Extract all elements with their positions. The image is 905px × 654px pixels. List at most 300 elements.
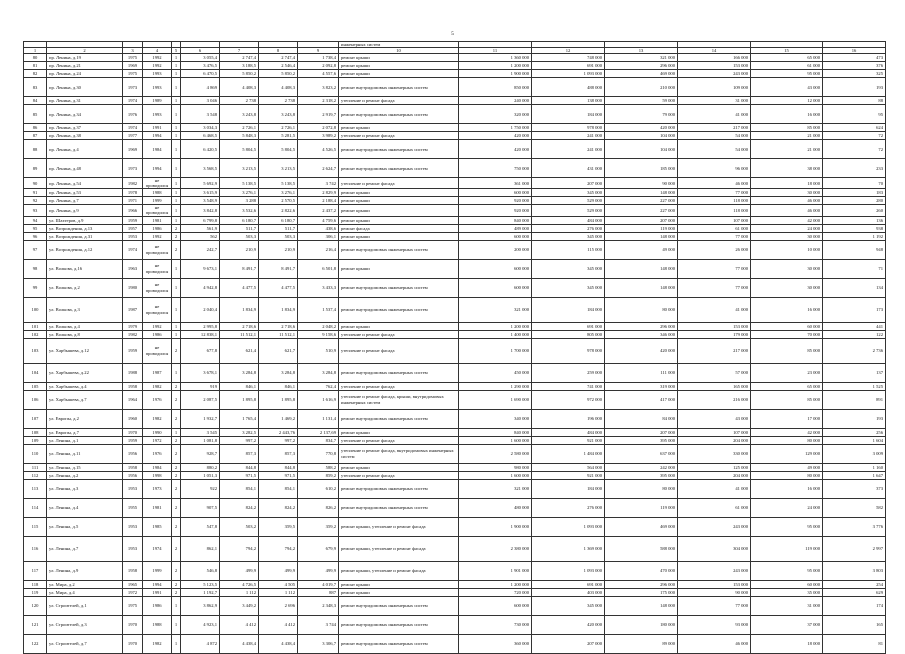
table-cell: 2 546,4 — [259, 62, 298, 70]
table-row — [24, 224, 886, 232]
table-cell: 119 — [24, 588, 47, 596]
table-cell: 122 — [24, 634, 47, 653]
table-cell: не проводился — [143, 259, 172, 278]
table-cell: 118 — [24, 580, 47, 588]
table-cell: 95 — [24, 224, 47, 232]
table-cell: 207 000 — [605, 428, 678, 436]
table-cell: 2 696 — [259, 596, 298, 615]
table-cell: 1 — [172, 132, 181, 140]
table-cell: 1 — [172, 197, 181, 205]
table-cell: 1 — [172, 634, 181, 653]
col-header-14: 14 — [678, 48, 751, 54]
col-header-8: 8 — [259, 48, 298, 54]
table-cell: 2 822,6 — [259, 205, 298, 216]
table-cell: 2 — [172, 436, 181, 444]
table-cell: 24 000 — [751, 224, 823, 232]
table-cell: 330 000 — [678, 444, 751, 463]
table-cell: ремонт фасада — [339, 224, 459, 232]
table-cell: утепление и ремонт фасада — [339, 471, 459, 479]
table-cell: ремонт крыши — [339, 588, 459, 596]
table-cell: 499,9 — [259, 561, 298, 580]
table-cell: 1 400 000 — [459, 330, 532, 338]
table-cell: 57 000 — [678, 363, 751, 382]
table-cell: 5 138,5 — [220, 178, 259, 189]
table-cell: 116 — [24, 536, 47, 561]
table-cell: 109 000 — [678, 78, 751, 97]
table-cell: 165 000 — [678, 382, 751, 390]
table-cell: 1973 — [123, 78, 143, 97]
table-cell: ремонт крыши, утепление и ремонт фасада — [339, 536, 459, 561]
table-cell: 978 000 — [532, 338, 605, 363]
table-cell: 980 000 — [459, 463, 532, 471]
table-cell: 1 131,4 — [298, 409, 339, 428]
table-cell: не проводился — [143, 240, 172, 259]
repair-program-table — [23, 41, 886, 654]
table-cell: 862,1 — [181, 536, 220, 561]
table-cell: 23 000 — [751, 363, 823, 382]
table-cell: 2 — [172, 409, 181, 428]
table-cell: 1 765,4 — [220, 409, 259, 428]
table-cell: 85 000 — [751, 124, 823, 132]
table-cell: 2 738 — [259, 97, 298, 105]
table-cell: 6 799,8 — [181, 216, 220, 224]
table-cell: 95 000 — [751, 561, 823, 580]
table-cell: 2 — [172, 580, 181, 588]
table-cell: 3 046 — [181, 97, 220, 105]
table-cell: 1 093 000 — [532, 561, 605, 580]
table-cell: ремонт внутридомовых инженерных систем — [339, 634, 459, 653]
table-cell: 89 000 — [605, 634, 678, 653]
table-cell: 207 000 — [605, 216, 678, 224]
table-cell: ул. Волкова, д.16 — [47, 259, 123, 278]
table-cell: 3 744 — [298, 615, 339, 634]
table-cell: утепление и ремонт фасада — [339, 382, 459, 390]
col-header-12: 12 — [532, 48, 605, 54]
table-cell: ремонт крыши — [339, 580, 459, 588]
table-cell: 108 — [24, 428, 47, 436]
table-cell: 600 000 — [459, 278, 532, 297]
table-cell: 99 — [24, 278, 47, 297]
table-cell: 691 000 — [532, 62, 605, 70]
table-cell: 2 087,5 — [181, 390, 220, 409]
table-cell: 1969 — [123, 62, 143, 70]
table-cell: 77 000 — [678, 259, 751, 278]
table-cell: 5 848,3 — [220, 132, 259, 140]
table-cell: 96 — [24, 232, 47, 240]
table-cell: 3 449,2 — [220, 596, 259, 615]
table-cell: 5 138,5 — [259, 178, 298, 189]
table-cell: ремонт крыши — [339, 189, 459, 197]
table-cell: ремонт внутридомовых инженерных систем — [339, 498, 459, 517]
table-cell: ремонт внутридомовых инженерных систем — [339, 479, 459, 498]
table-cell: 80 000 — [751, 471, 823, 479]
table-cell: 2 — [172, 471, 181, 479]
table-cell: 1971 — [123, 197, 143, 205]
table-cell: 2 — [172, 382, 181, 390]
table-row — [24, 382, 886, 390]
table-cell: 80 000 — [751, 436, 823, 444]
table-cell: ремонт внутридомовых инженерных систем — [339, 105, 459, 124]
table-cell: пр. Ленина, д.48 — [47, 159, 123, 178]
table-cell: 42 000 — [751, 216, 823, 224]
table-cell: 122 — [823, 330, 886, 338]
table-cell: 1959 — [123, 436, 143, 444]
table-cell: 2 — [172, 232, 181, 240]
table-cell: 1 369 000 — [532, 536, 605, 561]
table-cell: 1 112 — [259, 588, 298, 596]
table-cell: 345 000 — [532, 189, 605, 197]
table-cell: 3 276,1 — [259, 189, 298, 197]
table-cell: 175 000 — [605, 588, 678, 596]
table-cell: 30 000 — [751, 232, 823, 240]
table-cell: 115 — [24, 517, 47, 536]
table-cell: 72 — [823, 132, 886, 140]
table-cell: 938 — [823, 224, 886, 232]
table-cell: ул. Строителей, д.1 — [47, 596, 123, 615]
table-row — [24, 517, 886, 536]
table-cell: 100 — [24, 297, 47, 322]
table-cell: 1959 — [123, 216, 143, 224]
table-row — [24, 132, 886, 140]
table-cell: 77 000 — [678, 232, 751, 240]
table-cell: 30 000 — [751, 189, 823, 197]
table-cell: 210 000 — [605, 78, 678, 97]
table-cell: 65 000 — [751, 382, 823, 390]
table-cell: 2 718,6 — [259, 322, 298, 330]
table-cell: 85 — [24, 105, 47, 124]
table-cell: 84 — [24, 97, 47, 105]
table-cell: 441 — [823, 322, 886, 330]
table-cell: 529 000 — [532, 197, 605, 205]
table-cell: 83 — [24, 78, 47, 97]
table-cell: 2 — [172, 517, 181, 536]
table-cell: 5 804,5 — [259, 140, 298, 159]
table-cell: 2 — [172, 498, 181, 517]
table-cell: 3 742 — [298, 178, 339, 189]
table-cell: 948 — [823, 240, 886, 259]
table-cell: 1984 — [143, 140, 172, 159]
table-cell: 2 318,2 — [298, 97, 339, 105]
table-cell: 134 — [823, 278, 886, 297]
table-cell: 1 — [172, 70, 181, 78]
col-header-10: 10 — [339, 48, 459, 54]
table-cell: утепление и ремонт фасада — [339, 330, 459, 338]
table-cell: 4 505 — [259, 580, 298, 588]
table-cell: 1 901 000 — [459, 561, 532, 580]
table-cell: 111 — [24, 463, 47, 471]
table-cell: 1 093 000 — [532, 517, 605, 536]
table-cell: ул. Ленина, д.5 — [47, 517, 123, 536]
table-cell: 1957 — [123, 224, 143, 232]
table-cell: 4 477,5 — [259, 278, 298, 297]
table-cell: 185 000 — [605, 159, 678, 178]
table-cell: 18 000 — [751, 178, 823, 189]
table-row — [24, 338, 886, 363]
table-row — [24, 297, 886, 322]
table-cell: 2 — [172, 240, 181, 259]
table-cell: 95 000 — [751, 517, 823, 536]
table-cell: 919 — [181, 382, 220, 390]
table-cell: 1992 — [143, 62, 172, 70]
table-cell: 113 — [24, 479, 47, 498]
table-cell: 2 380 000 — [459, 536, 532, 561]
table-cell: 12 838,1 — [181, 330, 220, 338]
table-cell: 529 000 — [532, 205, 605, 216]
table-cell: 26 000 — [678, 240, 751, 259]
table-cell: 6 470,5 — [181, 70, 220, 78]
table-cell: 243 000 — [678, 517, 751, 536]
table-cell: 46 000 — [678, 178, 751, 189]
table-cell: ул. Строителей, д.7 — [47, 634, 123, 653]
table-cell: 1 — [172, 330, 181, 338]
table-cell: ул. Ленина, д.7 — [47, 536, 123, 561]
table-cell: ул. Возрождения, д.31 — [47, 232, 123, 240]
table-cell: 3 213,5 — [259, 159, 298, 178]
table-cell: 1 537,4 — [298, 297, 339, 322]
table-cell: 3 243,8 — [259, 105, 298, 124]
table-cell: 1977 — [123, 132, 143, 140]
table-cell: 1 932,7 — [181, 409, 220, 428]
table-cell: 600 000 — [459, 259, 532, 278]
table-cell: 846,1 — [259, 382, 298, 390]
table-cell: не проводился — [143, 178, 172, 189]
table-cell: 153 000 — [678, 62, 751, 70]
table-cell: ул. Волкова, д.4 — [47, 322, 123, 330]
table-cell: 3 034,3 — [181, 124, 220, 132]
table-cell: 61 000 — [678, 224, 751, 232]
table-cell: 120 — [24, 596, 47, 615]
table-cell: 31 000 — [678, 97, 751, 105]
table-cell: 1 750 000 — [459, 124, 532, 132]
table-cell: 2 580 000 — [459, 444, 532, 463]
table-cell: 1 525 — [823, 382, 886, 390]
table-cell: 276 000 — [532, 224, 605, 232]
table-cell: 420 000 — [605, 124, 678, 132]
table-cell: ул. Харбышева, д.12 — [47, 338, 123, 363]
table-row — [24, 561, 886, 580]
table-cell: 137 — [823, 363, 886, 382]
table-cell: 624 — [823, 124, 886, 132]
table-cell: 217 000 — [678, 124, 751, 132]
table-cell: 2 — [172, 463, 181, 471]
table-cell: 3 989,2 — [298, 132, 339, 140]
table-cell: 621,7 — [259, 338, 298, 363]
table-cell: 629 — [823, 588, 886, 596]
table-cell: 1953 — [123, 536, 143, 561]
table-cell: 148 000 — [605, 259, 678, 278]
table-cell: 499,9 — [298, 561, 339, 580]
table-cell: 216 000 — [678, 390, 751, 409]
table-row — [24, 498, 886, 517]
table-cell: 18 000 — [751, 634, 823, 653]
table-row — [24, 197, 886, 205]
table-cell: 1976 — [123, 105, 143, 124]
table-cell: 346 000 — [605, 330, 678, 338]
table-cell: 3 213,5 — [220, 159, 259, 178]
table-cell: 345 000 — [532, 278, 605, 297]
table-cell: 1976 — [143, 444, 172, 463]
table-cell: утепление и ремонт фасада — [339, 436, 459, 444]
table-cell: 3 284,8 — [220, 363, 259, 382]
table-cell: 16 000 — [751, 479, 823, 498]
table-cell: 24 000 — [751, 498, 823, 517]
table-cell: 1 — [172, 78, 181, 97]
table-cell: 854,1 — [220, 479, 259, 498]
table-cell: 80 000 — [605, 297, 678, 322]
table-cell: 1976 — [143, 390, 172, 409]
table-cell: 3 284,8 — [259, 363, 298, 382]
table-cell: 2 — [172, 444, 181, 463]
table-cell: 193 — [823, 78, 886, 97]
table-row — [24, 615, 886, 634]
table-cell: 1982 — [123, 178, 143, 189]
table-cell: 907,5 — [181, 498, 220, 517]
table-cell: 1 484 000 — [532, 444, 605, 463]
table-row — [24, 278, 886, 297]
table-cell: 119 000 — [605, 224, 678, 232]
table-cell: 691 000 — [532, 322, 605, 330]
table-cell: 2 348,3 — [298, 596, 339, 615]
table-cell: 3 678,1 — [181, 363, 220, 382]
table-cell: 564 000 — [532, 463, 605, 471]
table-cell: ремонт крыши — [339, 70, 459, 78]
col-header-3: 3 — [123, 48, 143, 54]
table-cell: 1 834,9 — [220, 297, 259, 322]
table-cell: 1988 — [143, 615, 172, 634]
table-cell: 9 673,1 — [181, 259, 220, 278]
table-cell: ул. Строителей, д.3 — [47, 615, 123, 634]
table-cell: 1 200 000 — [459, 62, 532, 70]
table-row — [24, 409, 886, 428]
table-cell: 107 000 — [678, 428, 751, 436]
table-cell: 547,8 — [181, 517, 220, 536]
table-cell: 71 — [823, 259, 886, 278]
table-row — [24, 105, 886, 124]
table-cell: ул. Ленина, д.4 — [47, 498, 123, 517]
table-cell: 637 000 — [605, 444, 678, 463]
table-cell: 259 000 — [532, 363, 605, 382]
table-cell: 3 548,9 — [181, 197, 220, 205]
table-cell: 200 000 — [459, 240, 532, 259]
table-cell: 93 — [24, 205, 47, 216]
col-header-6: 6 — [181, 48, 220, 54]
table-cell: 321 000 — [459, 479, 532, 498]
table-cell: 41 000 — [678, 479, 751, 498]
table-cell: 207 000 — [532, 178, 605, 189]
table-cell: ремонт крыши — [339, 124, 459, 132]
table-cell: 562 — [181, 232, 220, 240]
table-cell: 148 000 — [605, 232, 678, 240]
table-cell: 43 000 — [751, 78, 823, 97]
table-cell: 121 — [24, 615, 47, 634]
table-cell: 90 000 — [678, 588, 751, 596]
table-cell: 1986 — [143, 330, 172, 338]
table-cell: 470 000 — [605, 561, 678, 580]
table-cell: 748 000 — [532, 54, 605, 62]
table-cell: 1 — [172, 140, 181, 159]
table-cell: 3 009 — [823, 444, 886, 463]
table-cell: 3 776 — [823, 517, 886, 536]
table-cell: 3 276,1 — [220, 189, 259, 197]
table-cell: 72 — [823, 140, 886, 159]
table-cell: 1 469,2 — [259, 409, 298, 428]
table-cell: 119 000 — [751, 536, 823, 561]
table-cell: 4 412 — [220, 615, 259, 634]
table-cell: ремонт крыши — [339, 463, 459, 471]
table-cell: 4 726,5 — [220, 580, 259, 588]
table-cell: утепление и ремонт фасада — [339, 338, 459, 363]
table-row — [24, 259, 886, 278]
table-cell: 431 000 — [532, 159, 605, 178]
table-cell: 921 000 — [532, 436, 605, 444]
table-cell: 1974 — [123, 97, 143, 105]
table-cell: 296 000 — [605, 62, 678, 70]
table-cell: 588,2 — [298, 463, 339, 471]
table-cell: 17 000 — [751, 409, 823, 428]
table-cell: 243 000 — [678, 561, 751, 580]
table-cell: 1993 — [143, 105, 172, 124]
table-cell: 49 000 — [605, 240, 678, 259]
table-cell: пр. Ленина, д.7 — [47, 197, 123, 205]
table-cell: 1 081,8 — [181, 436, 220, 444]
table-cell: 210,9 — [220, 240, 259, 259]
table-cell: не проводился — [143, 297, 172, 322]
table-cell: ремонт внутридомовых инженерных систем — [339, 409, 459, 428]
table-cell: ул. Европы, д.7 — [47, 428, 123, 436]
table-cell: 750 000 — [459, 159, 532, 178]
table-cell: 2 188,4 — [298, 197, 339, 205]
table-cell: 114 — [24, 498, 47, 517]
table-row — [24, 596, 886, 615]
table-cell: 345 000 — [532, 596, 605, 615]
table-cell: 510,9 — [298, 338, 339, 363]
table-cell: 2 — [172, 224, 181, 232]
table-cell: 1960 — [123, 409, 143, 428]
table-cell: ремонт внутридомовых инженерных систем — [339, 297, 459, 322]
table-cell: 679,9 — [298, 536, 339, 561]
table-cell: 16 000 — [751, 105, 823, 124]
table-cell: 1 600 000 — [459, 436, 532, 444]
table-cell: 148 000 — [605, 189, 678, 197]
table-cell: 345 000 — [532, 259, 605, 278]
table-cell: ул. Мира, д.4 — [47, 588, 123, 596]
table-cell: 469 000 — [605, 517, 678, 536]
table-cell: не проводился — [143, 338, 172, 363]
table-cell: 844,8 — [220, 463, 259, 471]
table-cell: 1992 — [143, 232, 172, 240]
table-cell: 1 — [172, 297, 181, 322]
table-cell: 60 000 — [751, 580, 823, 588]
table-row — [24, 330, 886, 338]
table-cell: 125 000 — [678, 463, 751, 471]
table-cell: 30 000 — [751, 259, 823, 278]
table-cell: 1 160 — [823, 463, 886, 471]
table-cell: пр. Ленина, д.37 — [47, 124, 123, 132]
table-cell: 5 804,5 — [220, 140, 259, 159]
table-cell: 110 — [24, 444, 47, 463]
table-cell: 600 000 — [459, 232, 532, 240]
table-cell: 3 306,7 — [298, 634, 339, 653]
table-cell: 2 — [172, 561, 181, 580]
table-cell: 54 000 — [678, 132, 751, 140]
table-cell: 1970 — [123, 428, 143, 436]
table-cell: ремонт внутридомовых инженерных систем — [339, 615, 459, 634]
table-cell: 254 — [823, 580, 886, 588]
table-cell: 360 000 — [459, 634, 532, 653]
table-cell: 49 000 — [751, 463, 823, 471]
table-cell: 880,2 — [181, 463, 220, 471]
table-cell: 80 000 — [605, 479, 678, 498]
